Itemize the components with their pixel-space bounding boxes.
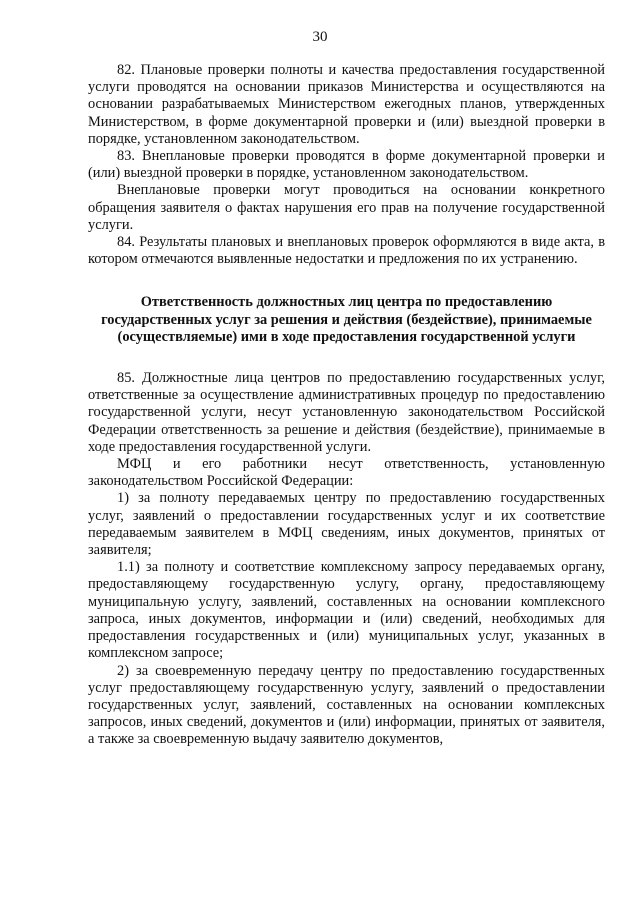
paragraph-84: 84. Результаты плановых и внеплановых проверок оформляются в виде акта, в котором отмечаются выявленные недостатки и предложения по их устранению.: [88, 234, 605, 268]
list-item-1-1: 1.1) за полноту и соответствие комплексному запросу передаваемых органу, предоставляющему государственную услугу, органу, предоставляющему муниципальную услугу, заявлений, составленных на основании комплексного запроса, иных документов, информации и (или) сведений, необходимых для предоставления государственных и (или) муниципальных услуг, указанных в комплексном запросе;: [88, 559, 605, 662]
list-item-2: 2) за своевременную передачу центру по предоставлению государственных услуг предоставляющему государственную услугу, заявлений о предоставлении государственных услуг, заявлений, составленных на основании комплексных запросов, иных сведений, документов и (или) информации, принятых от заявителя, а также за своевременную выдачу заявителю документов,: [88, 662, 605, 748]
page-number: 30: [312, 29, 328, 45]
document-body: [88, 62, 605, 749]
section-heading: Ответственность должностных лиц центра по предоставлению государственных услуг за решения и действия (бездействие), принимаемые (осуществляемые) ими в ходе предоставления государственной услуги: [101, 294, 592, 345]
list-item-1: 1) за полноту передаваемых центру по предоставлению государственных услуг, заявлений о предоставлении государственных услуг и их соответствие передаваемым заявителем в МФЦ сведениям, иных документов, принятых от заявителя;: [88, 490, 605, 559]
paragraph-82: 82. Плановые проверки полноты и качества предоставления государственной услуги проводятся на основании приказов Министерства и осуществляются на основании разрабатываемых Министерством ежегодных планов, утвержденных Министерством, в форме документарной проверки и (или) выездной проверки в порядке, установленном законодательством.: [88, 62, 605, 147]
paragraph-83: 83. Внеплановые проверки проводятся в форме документарной проверки и (или) выездной проверки в порядке, установленном законодательством.: [88, 148, 605, 182]
paragraph-85: 85. Должностные лица центров по предоставлению государственных услуг, ответственные за осуществление административных процедур по предоставлению государственной услуги, несут установленную законодательством Российской Федерации ответственность за решение и действия (бездействие), принимаемые в ходе предоставления государственной услуги.: [88, 370, 605, 455]
paragraph-83-continuation: Внеплановые проверки могут проводиться на основании конкретного обращения заявителя о фактах нарушения его прав на получение государственной услуги.: [88, 182, 605, 233]
paragraph-mfc-responsibility: МФЦ и его работники несут ответственность, установленную законодательством Российской Федерации:: [88, 456, 605, 490]
